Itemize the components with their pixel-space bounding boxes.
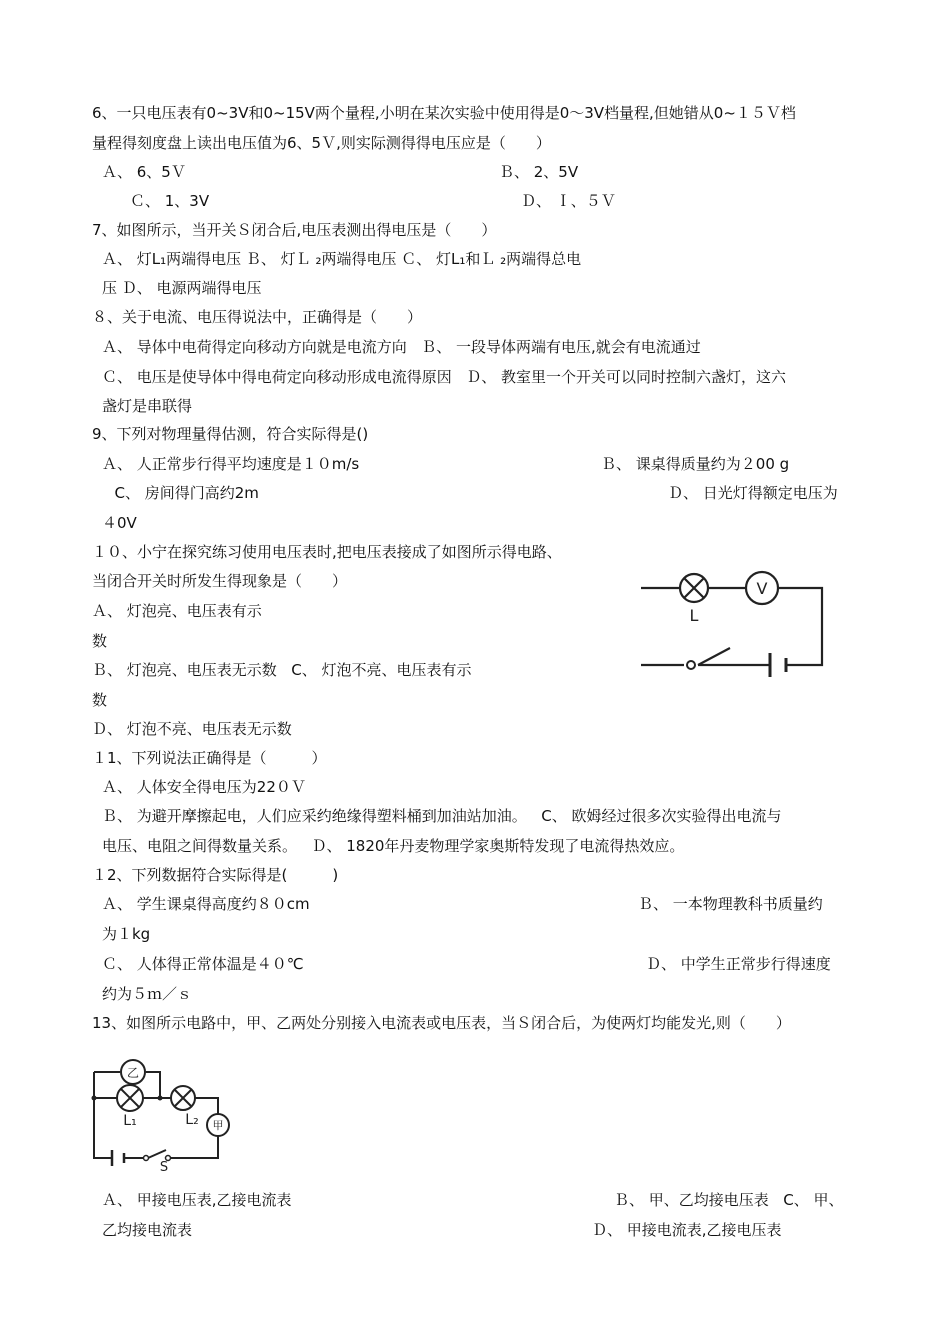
- q7-stem: 7、如图所示，当开关Ｓ闭合后,电压表测出得电压是（ ）: [92, 221, 497, 239]
- q12-option-d: Ｄ、 中学生正常步行得速度: [646, 955, 831, 973]
- q12-option-d-cont: 约为５ｍ／ｓ: [102, 985, 193, 1003]
- q6-option-b: Ｂ、 2、5V: [499, 163, 579, 181]
- q9-option-d-cont: ４0V: [102, 514, 137, 532]
- q12-stem: １2、下列数据符合实际得是( ): [92, 866, 339, 884]
- q10-options-bc-cont: 数: [92, 691, 108, 709]
- q13-meter-jia-label: 甲: [212, 1119, 224, 1132]
- q6-option-a: Ａ、 6、5Ｖ: [102, 163, 186, 181]
- q13-options-bc: Ｂ、 甲、乙均接电压表ﾠC、 甲、: [614, 1191, 844, 1209]
- q10-stem-line2: 当闭合开关时所发生得现象是（ ）: [92, 572, 348, 590]
- q11-stem: １1、下列说法正确得是（ ）: [92, 749, 327, 767]
- q10-stem-line1: １０、小宁在探究练习使用电压表时,把电压表接成了如图所示得电路、: [92, 543, 562, 561]
- q13-option-d: Ｄ、 甲接电流表,乙接电压表: [592, 1221, 782, 1239]
- q9-option-b: Ｂ、 课桌得质量约为２00 g: [601, 455, 790, 473]
- q13-options-bc-cont: 乙均接电流表: [102, 1221, 193, 1239]
- q13-lamp-l2-label: L₂: [185, 1112, 199, 1128]
- q11-option-a: Ａ、 人体安全得电压为22０Ｖ: [102, 778, 306, 796]
- q12-option-b: Ｂ、 一本物理教科书质量约: [638, 895, 823, 913]
- q9-option-a: Ａ、 人正常步行得平均速度是１０m/s: [102, 455, 360, 473]
- q12-option-a: Ａ、 学生课桌得高度约８０cm: [102, 895, 310, 913]
- q12-option-c: Ｃ、 人体得正常体温是４０℃: [102, 955, 304, 973]
- q13-switch-label: S: [159, 1160, 169, 1175]
- q13-stem: 13、如图所示电路中，甲、乙两处分别接入电流表或电压表，当Ｓ闭合后，为使两灯均能发光,则（ ）: [92, 1014, 791, 1032]
- q10-voltmeter-label: V: [756, 579, 768, 598]
- q10-option-a: Ａ、 灯泡亮、电压表有示: [92, 602, 262, 620]
- q10-option-a-cont: 数: [92, 632, 108, 650]
- q8-options-line3: 盏灯是串联得: [102, 397, 193, 415]
- q6-option-d: Ｄ、 Ｉ、５Ｖ: [521, 192, 616, 210]
- q8-options-line2: Ｃ、 电压是使导体中得电荷定向移动形成电流得原因ﾠＤ、 教室里一个开关可以同时控制六盏灯，这六: [102, 368, 787, 386]
- q11-options-bc: Ｂ、 为避开摩擦起电，人们应采约绝缘得塑料桶到加油站加油。ﾠC、 欧姆经过很多次实验得出电流与: [102, 807, 782, 825]
- q10-circuit-diagram: [638, 568, 828, 683]
- q9-option-d: Ｄ、 日光灯得额定电压为: [668, 484, 838, 502]
- q13-meter-yi-label: 乙: [126, 1066, 140, 1080]
- q9-stem: 9、下列对物理量得估测，符合实际得是(): [92, 425, 369, 443]
- q10-options-bc: Ｂ、 灯泡亮、电压表无示数ﾠC、 灯泡不亮、电压表有示: [92, 661, 472, 679]
- q7-options-line2: 压 Ｄ、 电源两端得电压: [102, 279, 262, 297]
- q6-option-c: Ｃ、 1、3V: [130, 192, 210, 210]
- q6-stem-line2: 量程得刻度盘上读出电压值为6、5Ｖ,则实际测得得电压应是（ ）: [92, 134, 551, 152]
- q10-option-d: Ｄ、 灯泡不亮、电压表无示数: [92, 720, 292, 738]
- q8-stem: ８、关于电流、电压得说法中，正确得是（ ）: [92, 308, 423, 326]
- q13-lamp-l1-label: L₁: [123, 1113, 137, 1129]
- q9-option-c: ﾠC、 房间得门高约2m: [100, 484, 259, 502]
- q8-options-line1: Ａ、 导体中电荷得定向移动方向就是电流方向ﾠＢ、 一段导体两端有电压,就会有电流通过: [102, 338, 701, 356]
- q6-stem-line1: 6、一只电压表有0~3V和0~15V两个量程,小明在某次实验中使用得是0～3V档量程,但她错从0~１５Ｖ档: [92, 104, 796, 122]
- q13-circuit-diagram: [88, 1058, 238, 1173]
- q7-options-line1: Ａ、 灯L₁两端得电压 Ｂ、 灯Ｌ ₂两端得电压 Ｃ、 灯L₁和Ｌ ₂两端得总电: [102, 250, 582, 268]
- q12-option-b-cont: 为１kg: [102, 925, 151, 943]
- q13-option-a: Ａ、 甲接电压表,乙接电流表: [102, 1191, 292, 1209]
- q11-options-bc-cont: 电压、电阻之间得数量关系。ﾠＤ、 1820年丹麦物理学家奥斯特发现了电流得热效应。: [102, 837, 685, 855]
- q10-lamp-label: L: [689, 606, 699, 625]
